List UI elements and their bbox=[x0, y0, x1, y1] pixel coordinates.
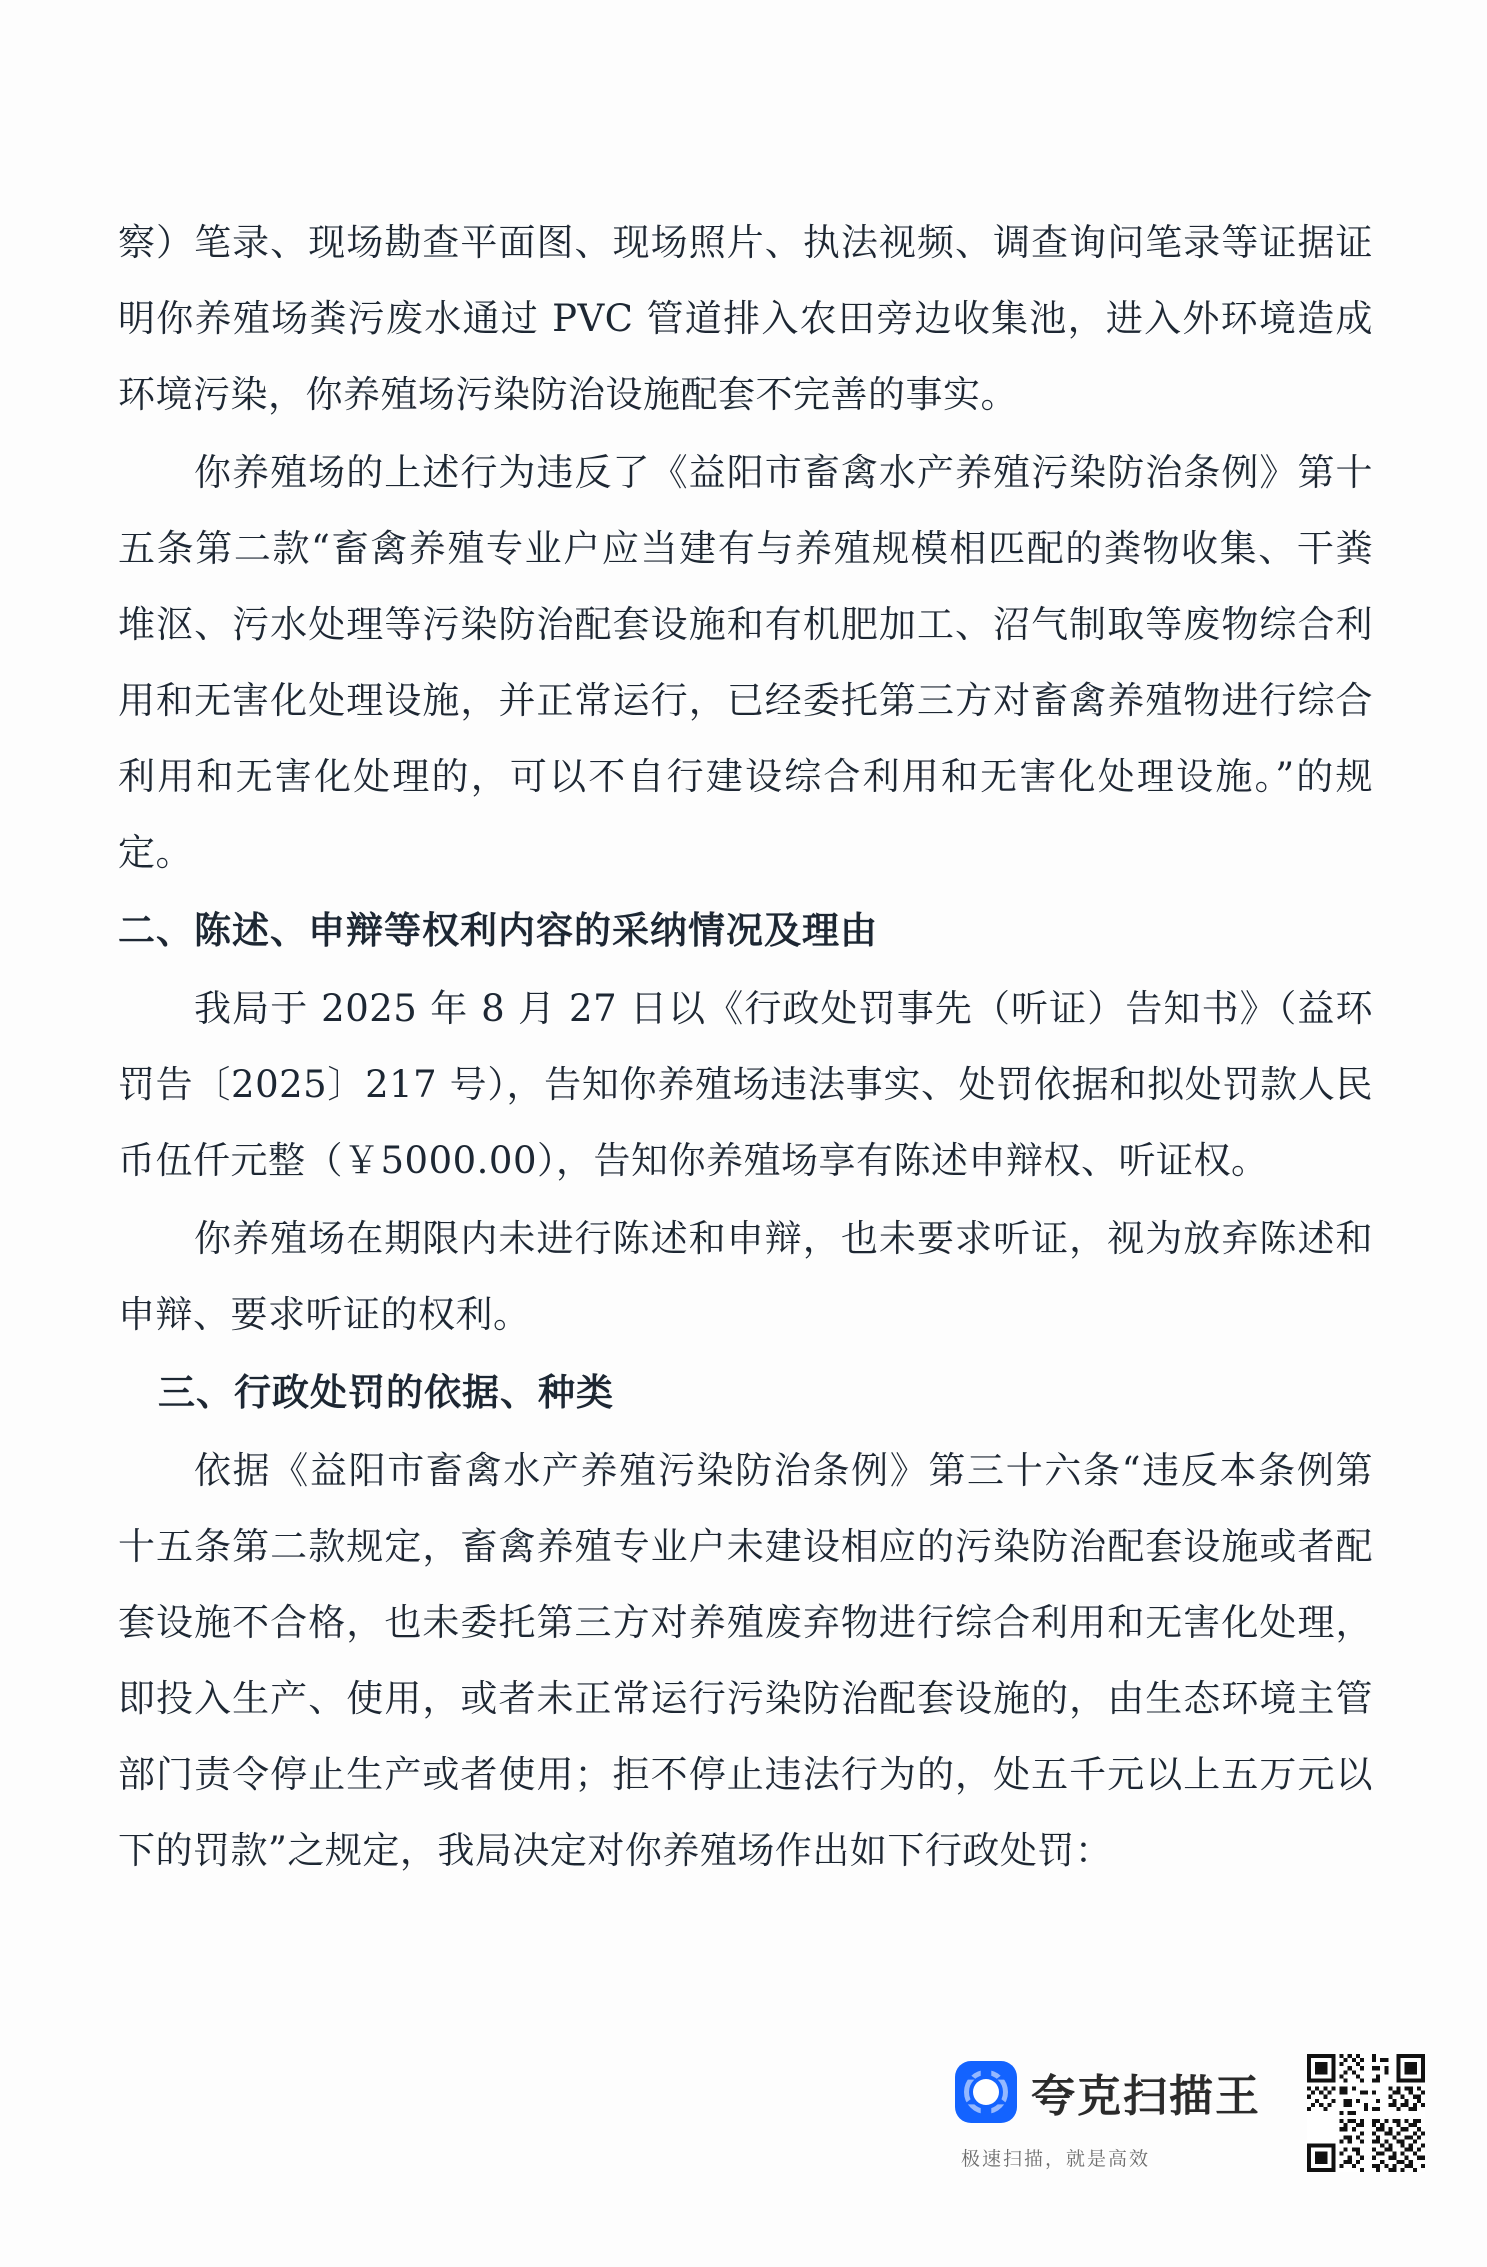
brand-tagline-label: 极速扫描，就是高效 bbox=[961, 2148, 1151, 2170]
paragraph-penalty-basis: 依据《益阳市畜禽水产养殖污染防治条例》第三十六条“违反本条例第十五条第二款规定，畜禽养殖专业户未建设相应的污染防治配套设施或者配套设施不合格，也未委托第三方对养殖废弃物进行综合利用和无害化处理，即投入生产、使用，或者未正常运行污染防治配套设施的，由生态环境主管部门责令停止生产或者使用；拒不停止违法行为的，处五千元以上五万元以下的罚款”之规定，我局决定对你养殖场作出如下行政处罚： bbox=[118, 1449, 1373, 1872]
brand-name-label: 夸克扫描王 bbox=[1031, 2071, 1261, 2122]
paragraph-waiver: 你养殖场在期限内未进行陈述和申辩，也未要求听证，视为放弃陈述和申辩、要求听证的权利。 bbox=[118, 1217, 1373, 1336]
quark-scan-logo-icon bbox=[955, 2061, 1017, 2123]
section-heading-three: 三、行政处罚的依据、种类 bbox=[158, 1371, 614, 1414]
paragraph-violation-clause: 你养殖场的上述行为违反了《益阳市畜禽水产养殖污染防治条例》第十五条第二款“畜禽养殖专业户应当建有与养殖规模相匹配的粪物收集、干粪堆沤、污水处理等污染防治配套设施和有机肥加工、沼气制取等废物综合利用和无害化处理设施，并正常运行，已经委托第三方对畜禽养殖物进行综合利用和无害化处理的，可以不自行建设综合利用和无害化处理设施。”的规定。 bbox=[118, 451, 1373, 874]
paragraph-continued: 察）笔录、现场勘查平面图、现场照片、执法视频、调查询问笔录等证据证明你养殖场粪污废水通过 PVC 管道排入农田旁边收集池，进入外环境造成环境污染，你养殖场污染防治设施配套不完善的事实。 bbox=[118, 221, 1373, 416]
footer-watermark bbox=[955, 2060, 1425, 2210]
qr-code-icon bbox=[1307, 2054, 1425, 2172]
brand-row bbox=[955, 2060, 1261, 2124]
section-heading-two: 二、陈述、申辩等权利内容的采纳情况及理由 bbox=[118, 909, 878, 952]
paragraph-notice-details: 我局于 2025 年 8 月 27 日以《行政处罚事先（听证）告知书》（益环罚告〔2025〕217 号），告知你养殖场违法事实、处罚依据和拟处罚款人民币伍仟元整（￥5000.00），告知你养殖场享有陈述申辩权、听证权。 bbox=[118, 987, 1373, 1182]
document-body bbox=[118, 205, 1373, 1891]
